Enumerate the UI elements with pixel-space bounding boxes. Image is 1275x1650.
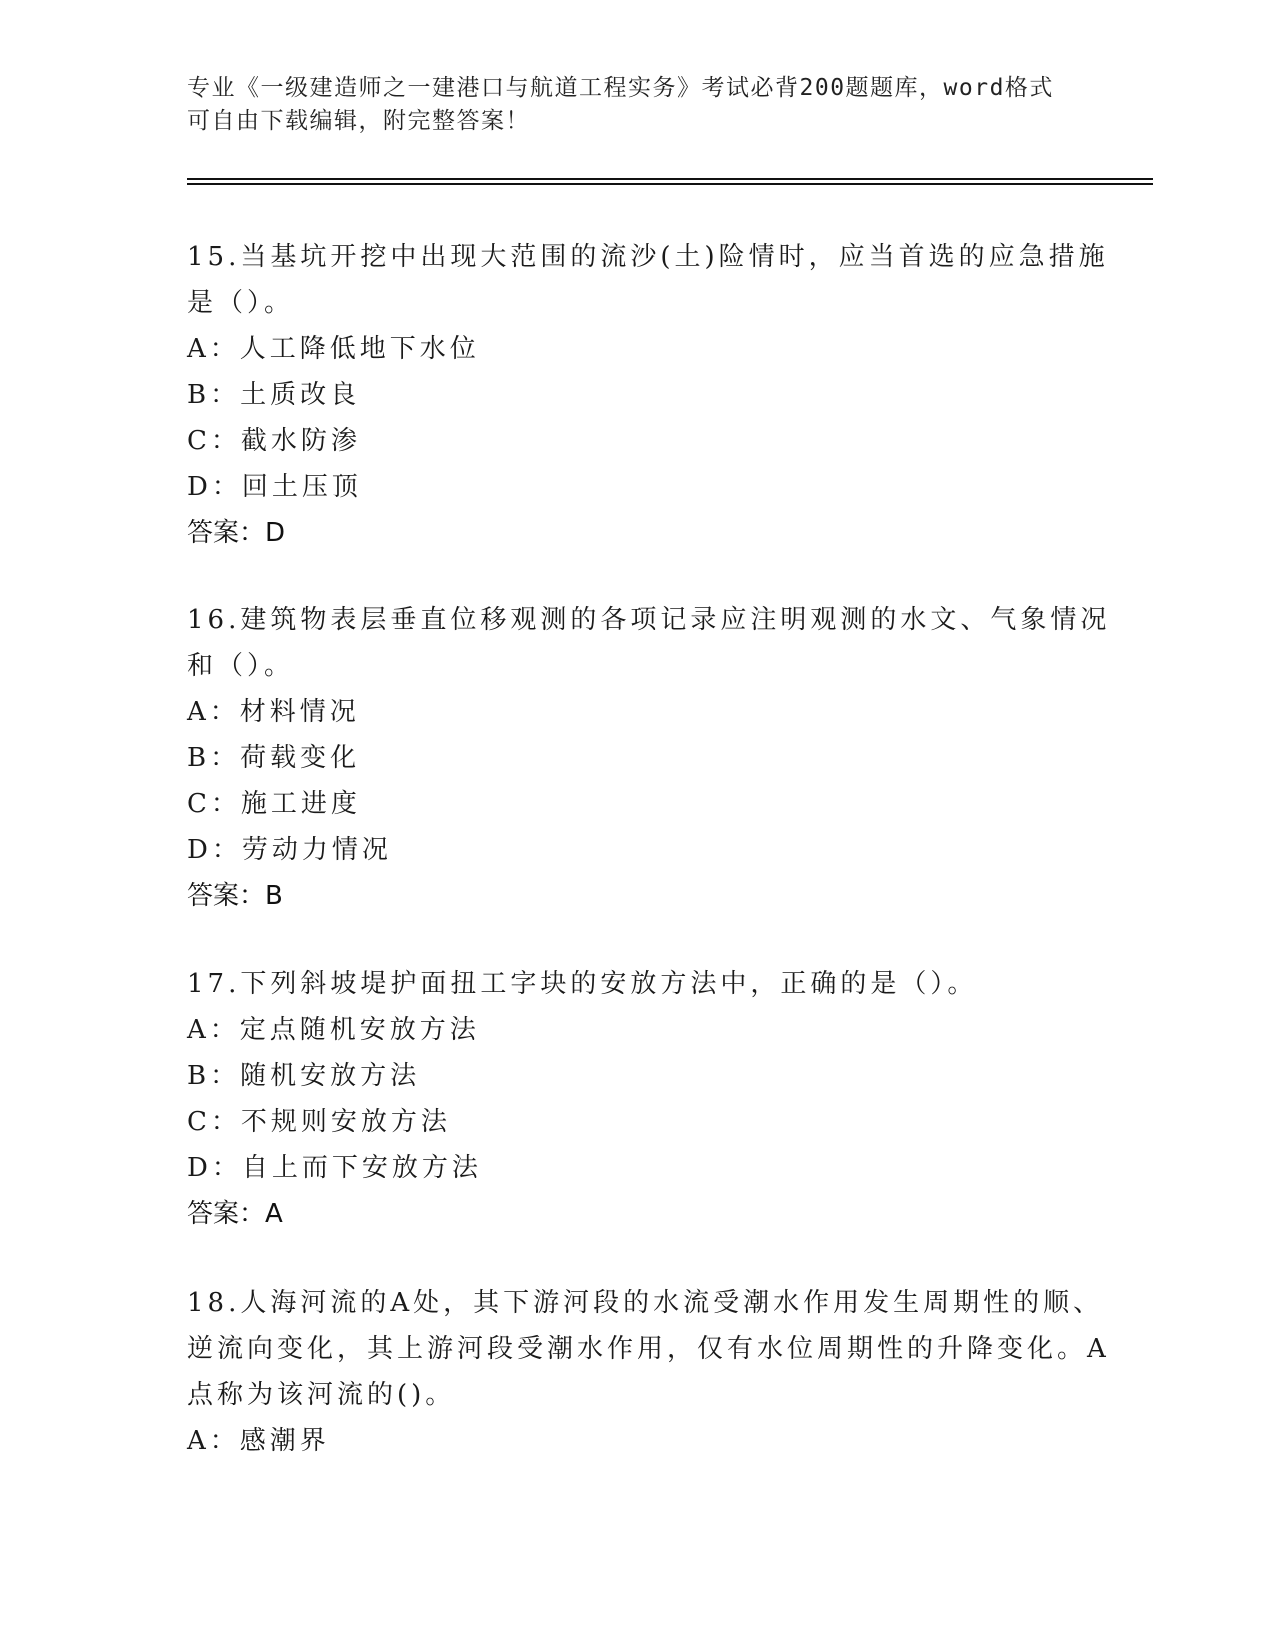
option-d: D：劳动力情况 [187, 835, 392, 865]
answer-line: 答案：D [187, 518, 286, 548]
question-17 [187, 961, 1087, 1237]
option-d: D：自上而下安放方法 [187, 1153, 482, 1183]
question-text-line: 和（）。 [187, 651, 295, 681]
question-text-line: 16.建筑物表层垂直位移观测的各项记录应注明观测的水文、气象情况 [187, 605, 1111, 635]
header-divider-top [187, 178, 1153, 180]
option-c: C：施工进度 [187, 789, 361, 819]
question-text-line: 15.当基坑开挖中出现大范围的流沙(土)险情时，应当首选的应急措施 [187, 242, 1109, 272]
question-18 [187, 1280, 1110, 1464]
answer-line: 答案：A [187, 1199, 283, 1229]
option-a: A：定点随机安放方法 [187, 1015, 480, 1045]
question-text-line: 逆流向变化，其上游河段受潮水作用，仅有水位周期性的升降变化。A [187, 1334, 1110, 1364]
question-15 [187, 234, 1109, 556]
question-text-line: 18.人海河流的A处，其下游河段的水流受潮水作用发生周期性的顺、 [187, 1288, 1104, 1318]
option-b: B：随机安放方法 [187, 1061, 421, 1091]
header-line-1: 专业《一级建造师之一建港口与航道工程实务》考试必背200题题库，word格式 [187, 75, 1054, 101]
option-a: A：材料情况 [187, 697, 360, 727]
header-line-2: 可自由下载编辑，附完整答案！ [187, 108, 530, 134]
option-a: A：感潮界 [187, 1426, 330, 1456]
option-b: B：土质改良 [187, 380, 361, 410]
document-header [187, 72, 1087, 138]
question-16 [187, 597, 1111, 919]
answer-line: 答案：B [187, 881, 283, 911]
option-d: D：回土压顶 [187, 472, 362, 502]
option-c: C：不规则安放方法 [187, 1107, 451, 1137]
header-divider-bottom [187, 183, 1153, 185]
option-b: B：荷载变化 [187, 743, 361, 773]
question-text-line: 是（）。 [187, 288, 295, 318]
option-c: C：截水防渗 [187, 426, 361, 456]
question-text-line: 点称为该河流的()。 [187, 1380, 456, 1410]
question-text-line: 17.下列斜坡堤护面扭工字块的安放方法中，正确的是（）。 [187, 969, 978, 999]
option-a: A：人工降低地下水位 [187, 334, 480, 364]
